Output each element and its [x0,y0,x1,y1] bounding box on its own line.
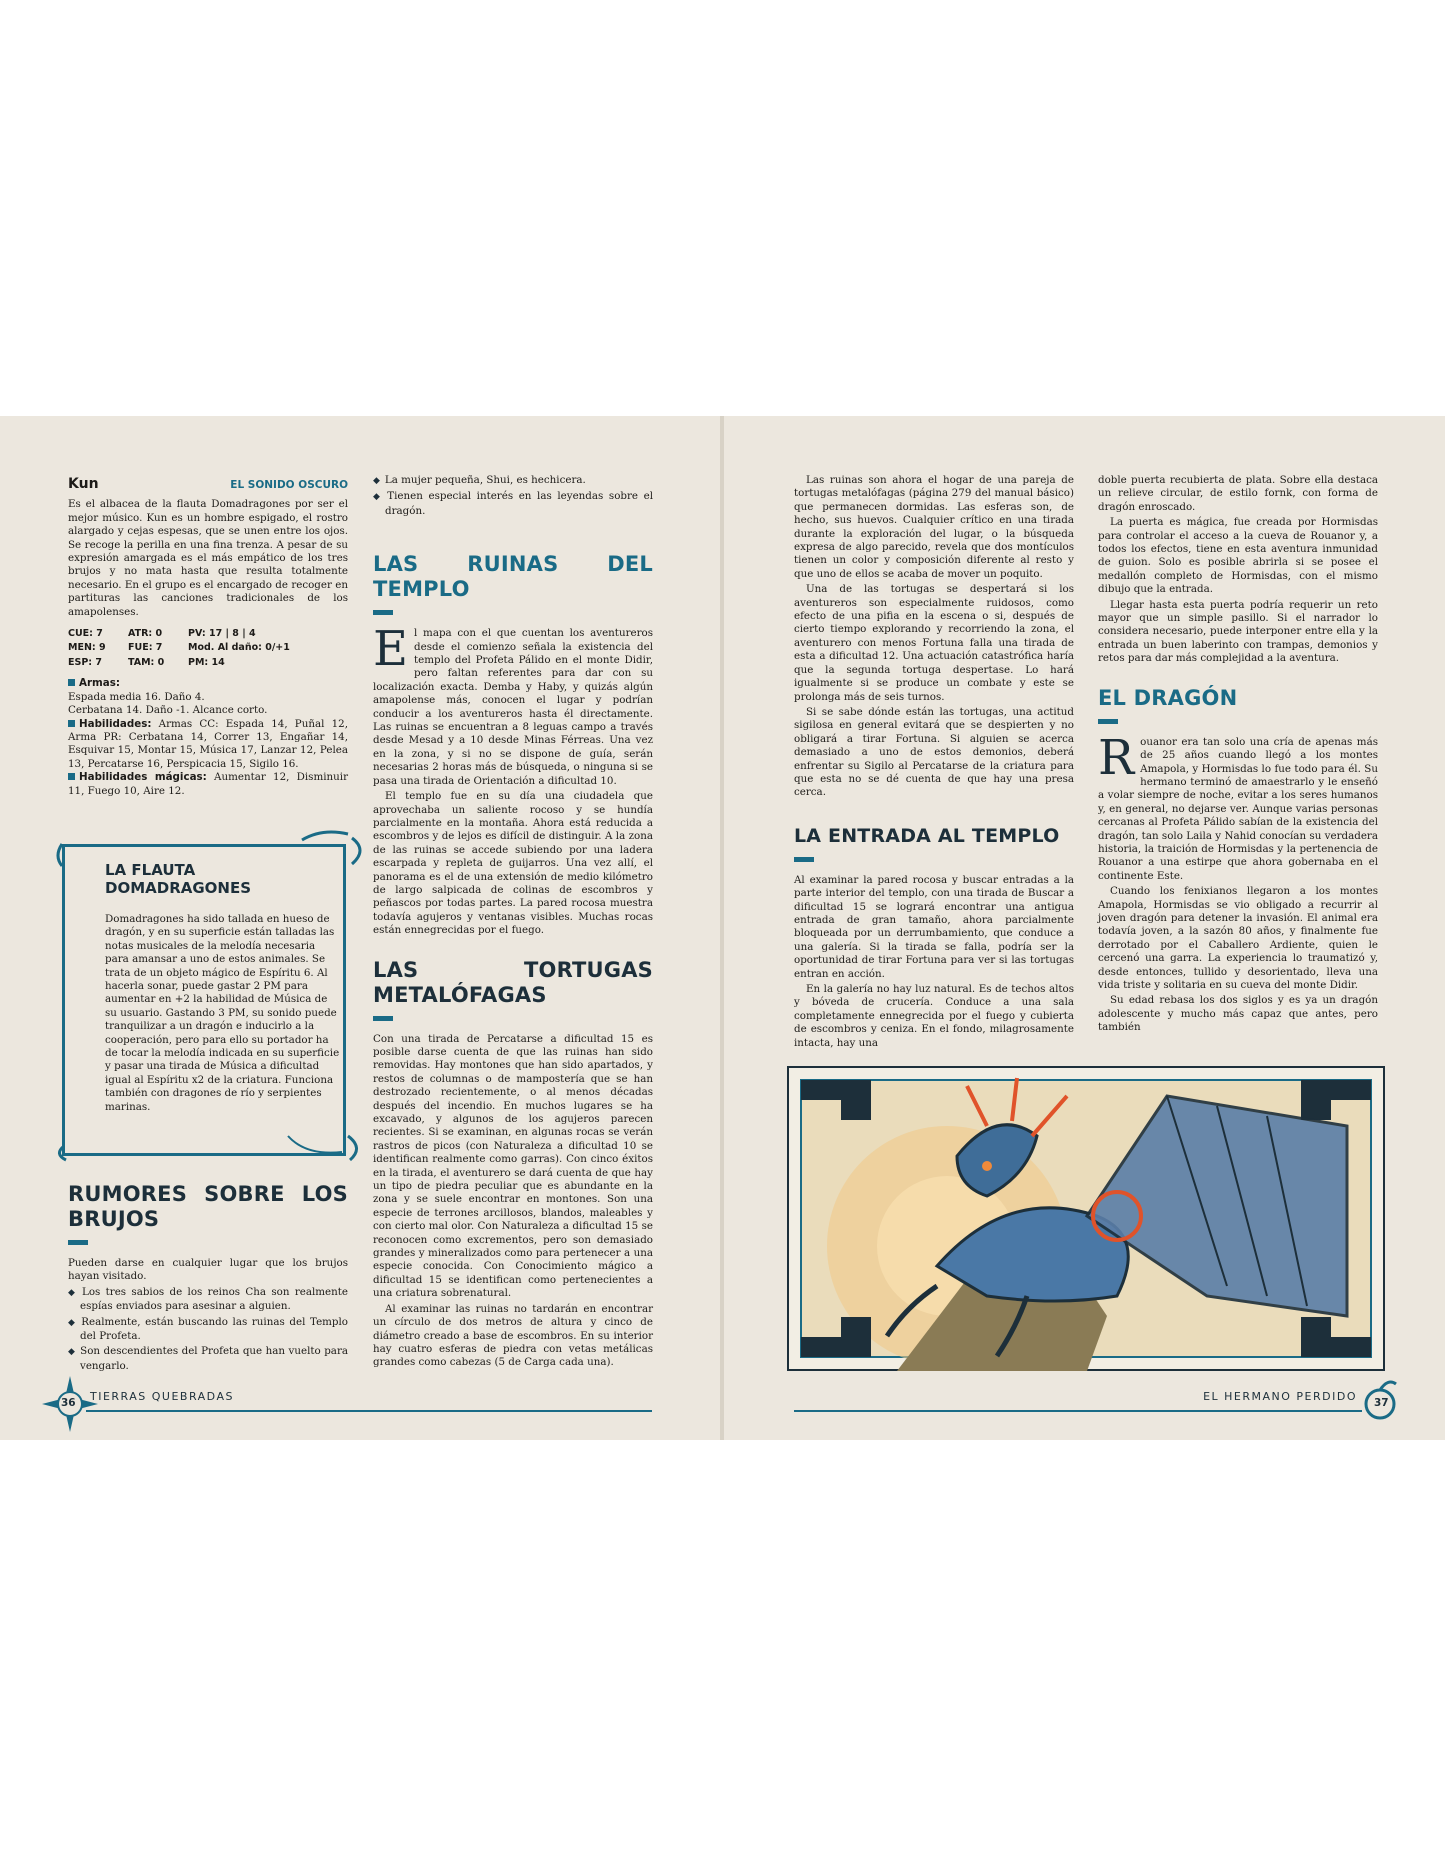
entrada-p2: En la galería no hay luz natural. Es de techos altos y bóveda de crucería. Conduce a una sala completamente ennegrecida por el fuego y cubierta de escombros y ceniza. En el fondo, milagrosamente intacta, hay una [794,983,1074,1049]
right-page [724,416,1445,1440]
ruinas-p1: El mapa con el que cuentan los aventureros desde el comienzo señala la existencia del templo del Profeta Pálido en el monte Didir, pero faltan referentes para dar con su localización exacta. Demba y Haby, y quizás algún amapolense más, conocen el lugar y podrían conducir a los aventureros hasta él directamente. Las ruinas se encuentran a 8 leguas campo a través desde Mesad y a 10 desde Minas Férreas. Una vez en la zona, y si no se dispone de guía, serán necesarias 2 horas más de búsqueda, o ninguna si se pasa una tirada de Orientación a dificultad 10. [373,621,653,787]
habilidades-text: Armas CC: Espada 14, Puñal 12, Arma PR: Cerbatana 14, Correr 13, Engañar 14, Esquivar 15, Montar 15, Música 17, Lanzar 12, Pelea 13, Percatarse 16, Perspicacia 15, Sigilo 16. [68,717,348,770]
dragon-p1: Rouanor era tan solo una cría de apenas más de 25 años cuando llegó a los montes Amapola, y Hormisdas lo fue todo para él. Su hermano terminó de amaestrarlo y le enseñó a volar siempre de noche, evitar a los seres humanos y, en general, no dejarse ver. Aunque varias personas cercanas al Profeta Pálido sabían de la existencia del dragón, tan solo Laila y Nahid conocían su verdadera historia, la traición de Hormisdas y la pertenencia de Rouanor a una estirpe que ahora gobernaba en el continente Este. [1098,729,1378,882]
dragon-heading: EL DRAGÓN [1098,685,1238,710]
page-number: 36 [61,1397,76,1409]
square-bullet-icon [68,720,75,727]
rumores-intro: Pueden darse en cualquier lugar que los brujos hayan visitado. [68,1257,348,1283]
dragon-p2: Cuando los fenixianos llegaron a los montes Amapola, Hormisdas se vio obligado a recurrir al joven dragón para detener la invasión. El animal era todavía joven, a la sazón 80 años, y finalmente fue derrotado por el Caballero Ardiente, quien le cercenó una garra. La experiencia lo traumatizó y, desde entonces, tullido y desorientado, lleva una vida triste y solitaria en su cueva del monte Didir. [1098,885,1378,991]
footer-title: TIERRAS QUEBRADAS [90,1390,234,1403]
heading-rule [794,857,814,862]
habilidades-label: Habilidades: [79,717,152,730]
puerta-p1: doble puerta recubierta de plata. Sobre ella destaca un relieve circular, de estilo fornk, con forma de dragón enroscado. [1098,474,1378,513]
diamond-bullet-icon: ◆ [373,492,383,503]
puerta-p3: Llegar hasta esta puerta podría requerir un reto mayor que un simple pasillo. Si el narrador lo considera necesario, puede interponer entre ella y la entrada un buen laberinto con trampas, demonios y retos para dar más complejidad a la aventura. [1098,598,1378,665]
stat-cue: CUE: 7 [68,628,103,640]
stat-atr: ATR: 0 [128,628,163,640]
rumores-heading: RUMORES SOBRE LOS BRUJOS [68,1182,348,1231]
dragon-illustration [787,1066,1385,1371]
rumor-item: ◆ Los tres sabios de los reinos Cha son realmente espías enviados para asesinar a alguien. [68,1285,348,1313]
footer-title: EL HERMANO PERDIDO [1203,1390,1357,1403]
stat-mod: Mod. Al daño: 0/+1 [188,642,290,654]
sidebar-text: Domadragones ha sido tallada en hueso de dragón, y en su superficie están talladas las notas musicales de la melodía necesaria para amansar a uno de estos animales. Se trata de un objeto mágico de Espíritu 6. Al hacerla sonar, puede gastar 2 PM para aumentar en +2 la habilidad de Música de su usuario. Gastando 3 PM, su sonido puede tranquilizar a un dragón e inducirlo a la cooperación, pero para ello su portador ha de tocar la melodía indicada en su superficie y pasar una tirada de Música a dificultad igual al Espíritu x2 de la criatura. Funciona también con dragones de río y serpientes marinas. [105,913,340,1113]
stat-block-name: Kun [68,476,99,492]
puerta-p2: La puerta es mágica, fue creada por Hormisdas para controlar el acceso a la cueva de Rouanor y, a todos los efectos, tiene en esta aventura inmunidad de guion. Solo es posible abrirla si se posee el medallón completo de Hormisdas, con el mismo dibujo que la entrada. [1098,516,1378,596]
stat-grid [68,627,348,669]
tortugas-p1: Con una tirada de Percatarse a dificultad 15 es posible darse cuenta de que las ruinas han sido removidas. Hay montones que han sido apartados, y restos de columnas o de mampostería que se han destrozado recientemente, o al menos décadas después del incendio. En muchos lugares se ha excavado, y algunos de los agujeros parecen recientes. Si se examinan, en algunas rocas se verán rastros de picos (con Naturaleza a dificultad 10 se identifican realmente como garras). Con cinco éxitos en la tirada, el aventurero se dará cuenta de que hay un tipo de piedra peculiar que es abundante en la zona y se suele encontrar en montones. Son una especie de terrones arcillosos, blandos, maleables y con cierto mal olor. Con Naturaleza a dificultad 15 se reconocen como excrementos, pero son demasiado grandes y mineralizados como para pertenecer a una especie conocida. Con Conocimiento mágico a dificultad 15 se identifican como pertenecientes a una criatura sobrenatural. [373,1032,653,1300]
stat-men: MEN: 9 [68,642,106,654]
stat-pm: PM: 14 [188,656,225,668]
drop-cap: R [1098,729,1135,786]
right-right-column [1098,474,1378,1037]
footer-rule [86,1410,652,1412]
page-number: 37 [1374,1397,1389,1409]
stat-block-header [68,478,348,492]
diamond-bullet-icon: ◆ [68,1347,76,1358]
heading-rule [373,1016,393,1021]
rumor-item: ◆ Tienen especial interés en las leyendas sobre el dragón. [373,490,654,517]
stat-fue: FUE: 7 [128,642,163,654]
armas-block [68,677,348,717]
intro-p3: Si se sabe dónde están las tortugas, una actitud sigilosa en general evitará que se despierten y no obligará a tirar Fortuna. Si alguien se acerca demasiado a uno de estos demonios, deberá enfrentar su Sigilo al Percatarse de la criatura para que esta no se dé cuenta de que hay una presa cerca. [794,705,1074,799]
entrada-p1: Al examinar la pared rocosa y buscar entradas a la parte interior del templo, con una tirada de Buscar a dificultad 15 se logrará encontrar una antigua entrada de gran tamaño, ahora parcialmente bloqueada por un derrumbamiento, que conduce a una galería. Si la tirada se falla, podría ser la oportunidad de tirar Fortuna para ver si las tortugas entran en acción. [794,873,1074,980]
middle-column [373,474,653,1372]
entrada-heading: LA ENTRADA AL TEMPLO [794,824,1060,847]
rumores-section [68,1168,348,1375]
right-left-column [794,474,1074,1052]
rumor-item: ◆ Realmente, están buscando las ruinas del Templo del Profeta. [68,1315,349,1343]
heading-rule [373,610,393,615]
stat-tam: TAM: 0 [128,656,165,668]
diamond-bullet-icon: ◆ [68,1317,77,1328]
arma-item: Espada media 16. Daño 4. [68,690,205,703]
book-spread [0,416,1445,1440]
ruinas-p2: El templo fue en su día una ciudadela que aprovechaba un saliente rocoso y se hundía parcialmente en la montaña. Ahora está reducida a escombros y de lejos es difícil de distinguir. A la zona de las ruinas se accede subiendo por una ladera escarpada y repleta de guijarros. Una vez allí, el panorama es el de una extensión de medio kilómetro de largo salpicada de colinas de escombros y peñascos por todas partes. La pared rocosa muestra todavía agujeros y ventanas visibles. Muchas rocas están ennegrecidas por el fuego. [373,790,653,937]
square-bullet-icon [68,773,75,780]
dragon-p3: Su edad rebasa los dos siglos y es ya un dragón adolescente y mucho más capaz que antes, pero también [1098,994,1378,1034]
rumor-item: ◆ La mujer pequeña, Shui, es hechicera. [373,474,586,486]
heading-rule [1098,719,1118,724]
left-page [0,416,720,1440]
ruinas-heading: LAS RUINAS DEL TEMPLO [373,552,653,602]
armas-label: Armas: [79,677,120,690]
diamond-bullet-icon: ◆ [68,1287,77,1298]
stat-block-tag: EL SONIDO OSCURO [230,479,348,491]
stat-esp: ESP: 7 [68,656,103,668]
stat-pv: PV: 17 | 8 | 4 [188,628,256,640]
sidebar-box [62,844,346,1156]
intro-p1: Las ruinas son ahora el hogar de una pareja de tortugas metalófagas (página 279 del manual básico) que permanecen dormidas. Las esferas son, de hecho, sus huevos. Cualquier crítico en una tirada durante la exploración del lugar, o la búsqueda expresa de algo parecido, revela que dos montículos tienen un color y composición diferente al resto y que uno de ellos se acaba de mover un poquito. [794,474,1074,580]
diamond-bullet-icon: ◆ [373,476,380,486]
left-column [68,478,348,798]
drop-cap: E [373,621,409,678]
arma-item: Cerbatana 14. Daño -1. Alcance corto. [68,704,268,717]
stat-block-intro: Es el albacea de la flauta Domadragones por ser el mejor músico. Kun es un hombre espigado, el rostro alargado y cejas espesas, que se unen entre los ojos. Se recoge la perilla en una fina trenza. A pesar de su expresión amargada es el más empático de los tres brujos y no mata hasta que resulta totalmente necesario. En el grupo es el encargado de recoger en partituras las canciones tradicionales de los amapolenses. [68,498,348,618]
intro-p2: Una de las tortugas se despertará si los aventureros son especialmente ruidosos, como efecto de una pifia en la escena o si, después de cierto tiempo explorando y recorriendo la zona, el aventurero con menos Fortuna falla una tirada de esta a dificultad 12. Una actuación catastrófica haría que la segunda tortuga despertase. Lo hará igualmente si se produce un combate y este se prolonga más de seis turnos. [794,583,1074,703]
heading-rule [68,1240,88,1245]
rumor-item: ◆ Son descendientes del Profeta que han vuelto para vengarlo. [68,1345,349,1372]
magicas-text: Aumentar 12, Disminuir 11, Fuego 10, Aire 12. [68,771,348,797]
square-bullet-icon [68,679,75,686]
tortugas-heading: LAS TORTUGAS METALÓFAGAS [373,957,653,1007]
magicas-label: Habilidades mágicas: [79,771,207,784]
sidebar-title: LA FLAUTA DOMADRAGONES [105,861,252,897]
habilidades-block [68,718,348,772]
magicas-block [68,771,348,798]
tortugas-p2: Al examinar las ruinas no tardarán en encontrar un círculo de dos metros de altura y cinco de diámetro creado a base de escombros. En su interior hay cuatro esferas de piedra con vetas metálicas grandes como cabezas (5 de Carga cada una). [373,1302,653,1369]
